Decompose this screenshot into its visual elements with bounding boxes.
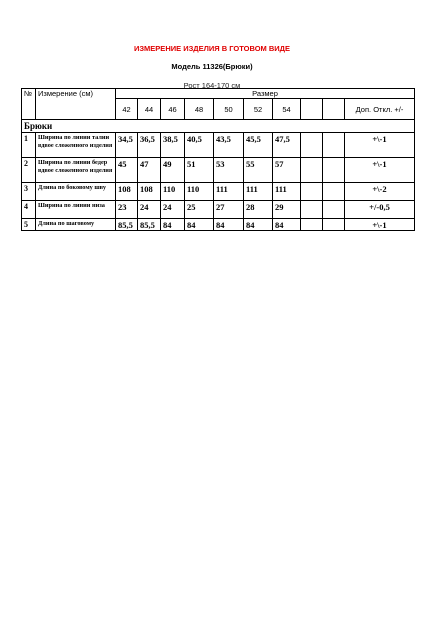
value-cell: 85,5: [116, 219, 138, 231]
row-measure-name: Длина по шаговому: [36, 219, 116, 231]
value-cell: 110: [161, 183, 185, 201]
empty-cell: [323, 133, 345, 158]
value-cell: 85,5: [138, 219, 161, 231]
section-row: [22, 120, 415, 133]
table-row: [22, 183, 415, 201]
value-cell: 34,5: [116, 133, 138, 158]
tolerance-cell: +/-0,5: [345, 201, 415, 219]
value-cell: 38,5: [161, 133, 185, 158]
value-cell: 49: [161, 158, 185, 183]
tolerance-cell: +\-1: [345, 219, 415, 231]
value-cell: 25: [185, 201, 214, 219]
value-cell: 40,5: [185, 133, 214, 158]
value-cell: 84: [273, 219, 301, 231]
value-cell: 84: [161, 219, 185, 231]
tolerance-cell: +\-2: [345, 183, 415, 201]
value-cell: 57: [273, 158, 301, 183]
value-cell: 111: [244, 183, 273, 201]
empty-cell: [323, 158, 345, 183]
empty-cell: [323, 219, 345, 231]
empty-size-cell: [323, 99, 345, 120]
empty-cell: [323, 201, 345, 219]
value-cell: 108: [116, 183, 138, 201]
size-44: 44: [138, 99, 161, 120]
value-cell: 84: [185, 219, 214, 231]
value-cell: 45: [116, 158, 138, 183]
value-cell: 84: [214, 219, 244, 231]
row-measure-name: Ширина по линии низа: [36, 201, 116, 219]
value-cell: 111: [214, 183, 244, 201]
tolerance-header: Доп. Откл. +/-: [345, 99, 415, 120]
row-measure-name: Ширина по линии талии вдвое сложенного изделия: [36, 133, 116, 158]
value-cell: 84: [244, 219, 273, 231]
model-name: Модель 11326(Брюки): [171, 62, 253, 71]
empty-size-cell: [301, 99, 323, 120]
table-row: [22, 219, 415, 231]
row-number: 4: [22, 201, 36, 219]
value-cell: 110: [185, 183, 214, 201]
section-title: Брюки: [22, 120, 415, 133]
value-cell: 47: [138, 158, 161, 183]
value-cell: 23: [116, 201, 138, 219]
empty-cell: [301, 183, 323, 201]
row-number: 5: [22, 219, 36, 231]
table-row: [22, 158, 415, 183]
value-cell: 111: [273, 183, 301, 201]
header-row: [22, 89, 415, 99]
empty-cell: [301, 158, 323, 183]
row-measure-name: Ширина по линии бедер вдвое сложенного изделия: [36, 158, 116, 183]
table-row: [22, 133, 415, 158]
size-46: 46: [161, 99, 185, 120]
col-number-header: №: [22, 89, 36, 120]
size-48: 48: [185, 99, 214, 120]
empty-cell: [301, 133, 323, 158]
size-42: 42: [116, 99, 138, 120]
value-cell: 27: [214, 201, 244, 219]
value-cell: 24: [138, 201, 161, 219]
value-cell: 29: [273, 201, 301, 219]
empty-cell: [301, 219, 323, 231]
tolerance-cell: +\-1: [345, 133, 415, 158]
value-cell: 108: [138, 183, 161, 201]
value-cell: 45,5: [244, 133, 273, 158]
row-number: 2: [22, 158, 36, 183]
value-cell: 24: [161, 201, 185, 219]
size-52: 52: [244, 99, 273, 120]
size-54: 54: [273, 99, 301, 120]
empty-cell: [301, 201, 323, 219]
height-range: Рост 164-170 см: [183, 81, 241, 90]
empty-cell: [323, 183, 345, 201]
row-number: 3: [22, 183, 36, 201]
measurement-table: [21, 88, 415, 231]
document-title: ИЗМЕРЕНИЕ ИЗДЕЛИЯ В ГОТОВОМ ВИДЕ: [133, 44, 291, 53]
value-cell: 55: [244, 158, 273, 183]
row-number: 1: [22, 133, 36, 158]
value-cell: 51: [185, 158, 214, 183]
tolerance-cell: +\-1: [345, 158, 415, 183]
value-cell: 47,5: [273, 133, 301, 158]
value-cell: 43,5: [214, 133, 244, 158]
col-measure-header: Измерение (см): [36, 89, 116, 120]
value-cell: 36,5: [138, 133, 161, 158]
size-50: 50: [214, 99, 244, 120]
value-cell: 53: [214, 158, 244, 183]
table-row: [22, 201, 415, 219]
col-size-header: Размер: [116, 89, 415, 99]
row-measure-name: Длина по боковому шву: [36, 183, 116, 201]
value-cell: 28: [244, 201, 273, 219]
